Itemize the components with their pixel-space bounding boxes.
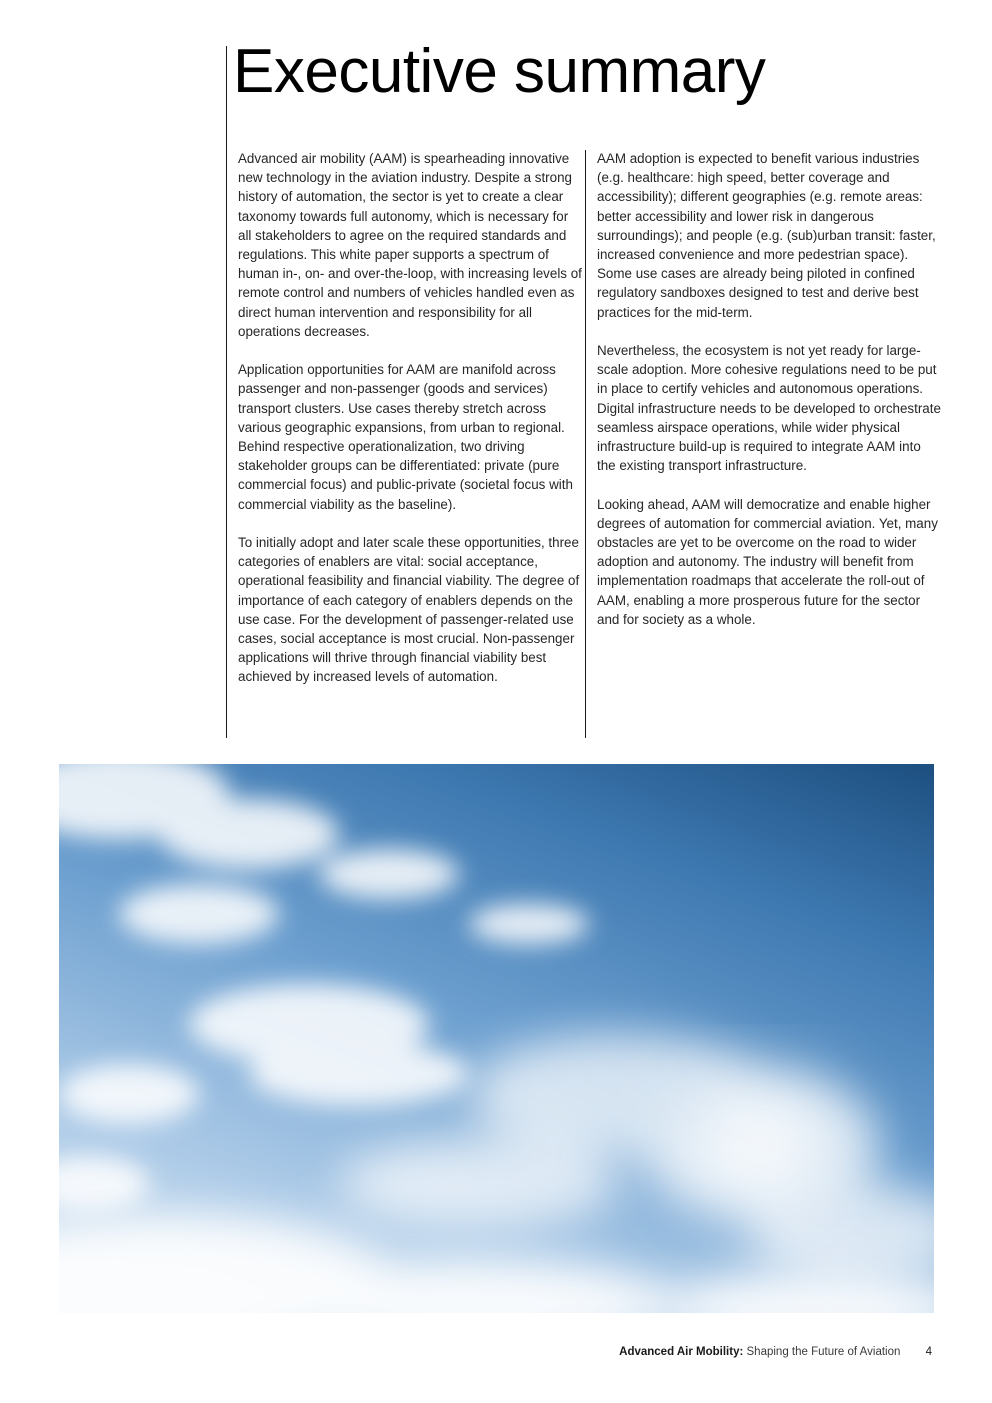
paragraph-4: AAM adoption is expected to benefit various industries (e.g. healthcare: high speed, better coverage and accessibility); different geographies (e.g. remote areas: better accessibility and lower risk in dangerous surroundings); and people (e.g. (sub)urban transit: faster, increased convenience and more pedestrian space). Some use cases are already being piloted in confined regulatory sandboxes designed to test and derive best practices for the mid-term.	[597, 151, 936, 320]
footer-publication: Advanced Air Mobility:	[619, 1346, 744, 1358]
left-column	[238, 149, 584, 706]
paragraph-3: To initially adopt and later scale these opportunities, three categories of enablers are vital: social acceptance, operational feasibility and financial viability. The degree of importance of each category of enablers depends on the use case. For the development of passenger-related use cases, social acceptance is most crucial. Non-passenger applications will thrive through financial viability best achieved by increased levels of automation.	[238, 535, 580, 685]
paragraph-1: Advanced air mobility (AAM) is spearheading innovative new technology in the aviation industry. Despite a strong history of automation, the sector is yet to create a clear taxonomy towards full autonomy, which is necessary for all stakeholders to agree on the required standards and regulations. This white paper supports a spectrum of human in-, on- and over-the-loop, with increasing levels of remote control and numbers of vehicles handled even as direct human intervention and responsibility for all operations decreases.	[238, 151, 582, 339]
clouds-illustration	[59, 764, 934, 1313]
page-title: Executive summary	[233, 37, 766, 106]
paragraph-2: Application opportunities for AAM are manifold across passenger and non-passenger (goods and services) transport clusters. Use cases thereby stretch across various geographic expansions, from urban to regional. Behind respective operationalization, two driving stakeholder groups can be differentiated: private (pure commercial focus) and public-private (societal focus with commercial viability as the baseline).	[238, 362, 573, 512]
sun-glow	[689, 1084, 829, 1204]
paragraph-6: Looking ahead, AAM will democratize and enable higher degrees of automation for commercial aviation. Yet, many obstacles are yet to be overcome on the road to wider adoption and autonomy. The industry will benefit from implementation roadmaps that accelerate the roll-out of AAM, enabling a more prosperous future for the sector and for society as a whole.	[597, 496, 938, 627]
page-footer	[619, 1346, 932, 1358]
column-divider	[585, 150, 586, 738]
page-number: 4	[925, 1346, 932, 1358]
sky-cloud-image	[59, 764, 934, 1313]
right-column	[597, 149, 943, 648]
title-vertical-rule	[226, 46, 227, 738]
footer-subtitle: Shaping the Future of Aviation	[746, 1346, 901, 1358]
paragraph-5: Nevertheless, the ecosystem is not yet ready for large-scale adoption. More cohesive regulations need to be put in place to certify vehicles and autonomous operations. Digital infrastructure needs to be developed to orchestrate seamless airspace operations, while wider physical infrastructure build-up is required to integrate AAM into the existing transport infrastructure.	[597, 343, 941, 474]
